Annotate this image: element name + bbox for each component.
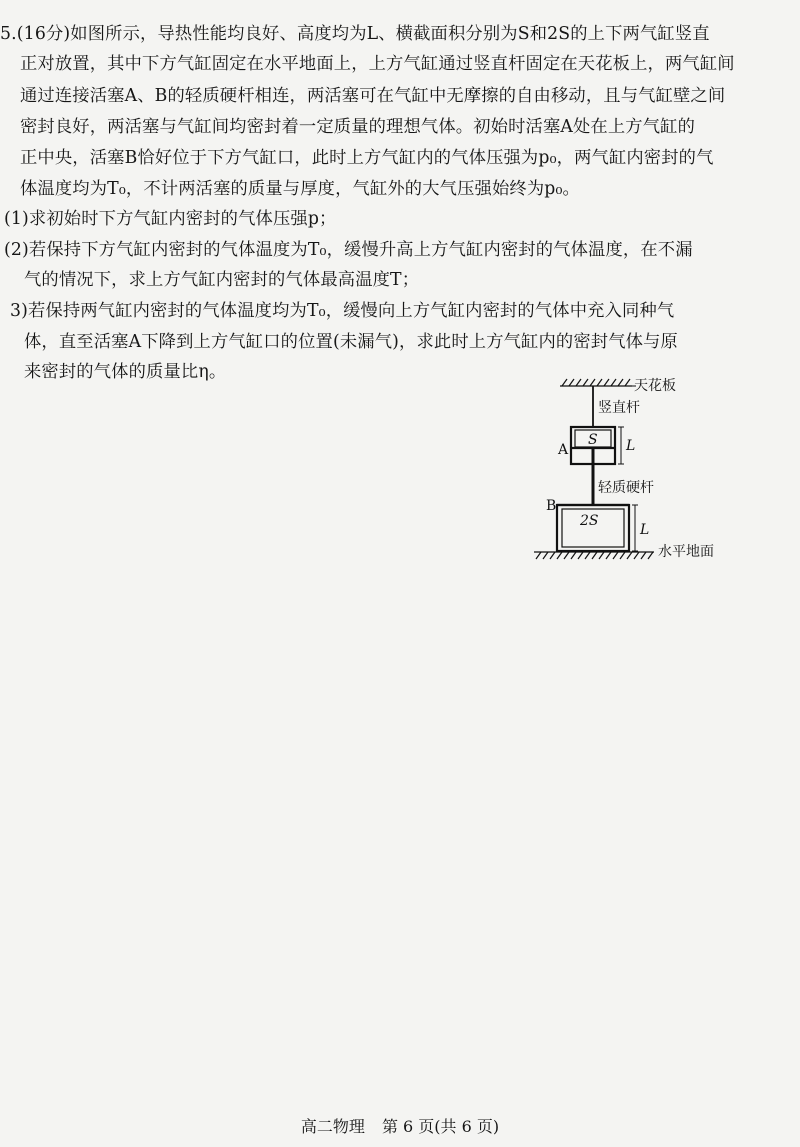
footer-page-number: 第 6 页(共 6 页) [381, 1117, 500, 1136]
piston-a-label: A [558, 442, 569, 458]
problem-line-4: 密封良好，两活塞与气缸间均密封着一定质量的理想气体。初始时活塞A处在上方气缸的 [20, 117, 696, 137]
question-1: (1)求初始时下方气缸内密封的气体压强p； [4, 209, 337, 229]
problem-line-2: 正对放置，其中下方气缸固定在水平地面上，上方气缸通过竖直杆固定在天花板上，两气缸间 [20, 54, 735, 74]
vertical-rod-label: 竖直杆 [598, 400, 640, 416]
lower-area-label: 2S [580, 513, 599, 529]
question-3: 3)若保持两气缸内密封的气体温度均为T₀，缓慢向上方气缸内密封的气体中充入同种气 [10, 301, 675, 321]
question-3-cont: 体，直至活塞A下降到上方气缸口的位置(未漏气)，求此时上方气缸内的密封气体与原 [24, 332, 678, 352]
ceiling-hatch [560, 379, 632, 386]
problem-line-5: 正中央，活塞B恰好位于下方气缸口，此时上方气缸内的气体压强为p₀，两气缸内密封的气 [20, 148, 714, 168]
question-3-cont-2: 来密封的气体的质量比η。 [24, 362, 227, 382]
upper-area-label: S [588, 432, 598, 448]
footer-subject: 高二物理 [300, 1117, 365, 1136]
question-2-cont: 气的情况下，求上方气缸内密封的气体最高温度T； [24, 270, 420, 290]
piston-b-label: B [546, 498, 557, 514]
ground-hatch [534, 552, 654, 559]
upper-height-label: L [626, 438, 636, 454]
light-rod-label: 轻质硬杆 [598, 480, 654, 496]
upper-height-marker [618, 427, 624, 464]
lower-height-label: L [640, 522, 650, 538]
problem-line-6: 体温度均为T₀，不计两活塞的质量与厚度，气缸外的大气压强始终为p₀。 [20, 179, 580, 199]
ground-label: 水平地面 [658, 544, 714, 560]
problem-line-3: 通过连接活塞A、B的轻质硬杆相连，两活塞可在气缸中无摩擦的自由移动，且与气缸壁之间 [20, 86, 726, 106]
lower-height-marker [632, 505, 638, 551]
page-footer [0, 1117, 800, 1137]
problem-line-1: 5.(16分)如图所示，导热性能均良好、高度均为L、横截面积分别为S和2S的上下两气缸竖直 [0, 24, 710, 44]
cylinder-diagram [520, 372, 760, 572]
question-2: (2)若保持下方气缸内密封的气体温度为T₀，缓慢升高上方气缸内密封的气体温度，在不漏 [4, 240, 693, 260]
ceiling-label: 天花板 [634, 378, 676, 394]
